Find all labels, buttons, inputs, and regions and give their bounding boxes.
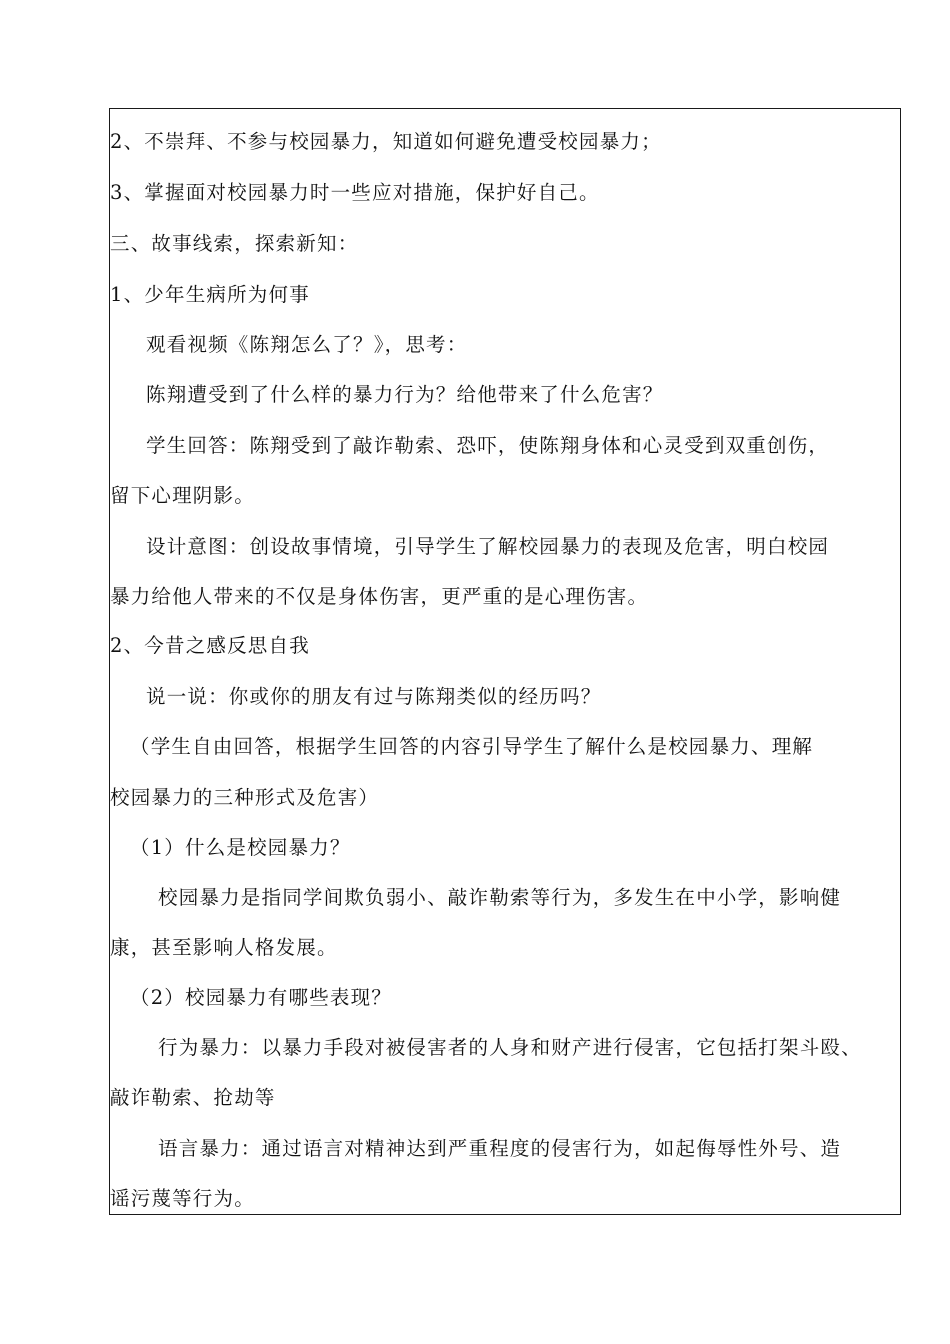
paragraph-definition-line-2: 康，甚至影响人格发展。: [110, 936, 338, 959]
paragraph-student-line-2: 校园暴力的三种形式及危害）: [110, 786, 380, 809]
objective-line-2: 2、不崇拜、不参与校园暴力，知道如何避免遭受校园暴力；: [110, 130, 662, 153]
objective-line-3: 3、掌握面对校园暴力时一些应对措施，保护好自己。: [110, 181, 600, 204]
paragraph-student-line-1: （学生自由回答，根据学生回答的内容引导学生了解什么是校园暴力、理解: [130, 735, 814, 758]
paragraph-answer-line-2: 留下心理阴影。: [110, 484, 255, 507]
subheading-what-is: （1）什么是校园暴力？: [130, 836, 351, 859]
section-heading-three: 三、故事线索，探索新知：: [110, 232, 359, 255]
paragraph-answer-line-1: 学生回答：陈翔受到了敲诈勒索、恐吓，使陈翔身体和心灵受到双重创伤，: [146, 434, 830, 457]
paragraph-physical-line-2: 敲诈勒索、抢劫等: [110, 1086, 276, 1109]
paragraph-physical-line-1: 行为暴力：以暴力手段对被侵害者的人身和财产进行侵害，它包括打架斗殴、: [158, 1036, 862, 1059]
paragraph-video: 观看视频《陈翔怎么了？》，思考：: [146, 333, 468, 356]
subheading-forms: （2）校园暴力有哪些表现？: [130, 986, 393, 1009]
paragraph-verbal-line-1: 语言暴力：通过语言对精神达到严重程度的侵害行为，如起侮辱性外号、造: [158, 1137, 842, 1160]
paragraph-verbal-line-2: 谣污蔑等行为。: [110, 1187, 255, 1210]
paragraph-design-line-1: 设计意图：创设故事情境，引导学生了解校园暴力的表现及危害，明白校园: [146, 535, 830, 558]
paragraph-design-line-2: 暴力给他人带来的不仅是身体伤害，更严重的是心理伤害。: [110, 585, 649, 608]
paragraph-question: 陈翔遭受到了什么样的暴力行为？给他带来了什么危害？: [146, 383, 664, 406]
paragraph-definition-line-1: 校园暴力是指同学间欺负弱小、敲诈勒索等行为，多发生在中小学，影响健: [158, 886, 842, 909]
subheading-1: 1、少年生病所为何事: [110, 283, 310, 306]
paragraph-say: 说一说：你或你的朋友有过与陈翔类似的经历吗？: [146, 685, 602, 708]
subheading-2: 2、今昔之感反思自我: [110, 634, 310, 657]
